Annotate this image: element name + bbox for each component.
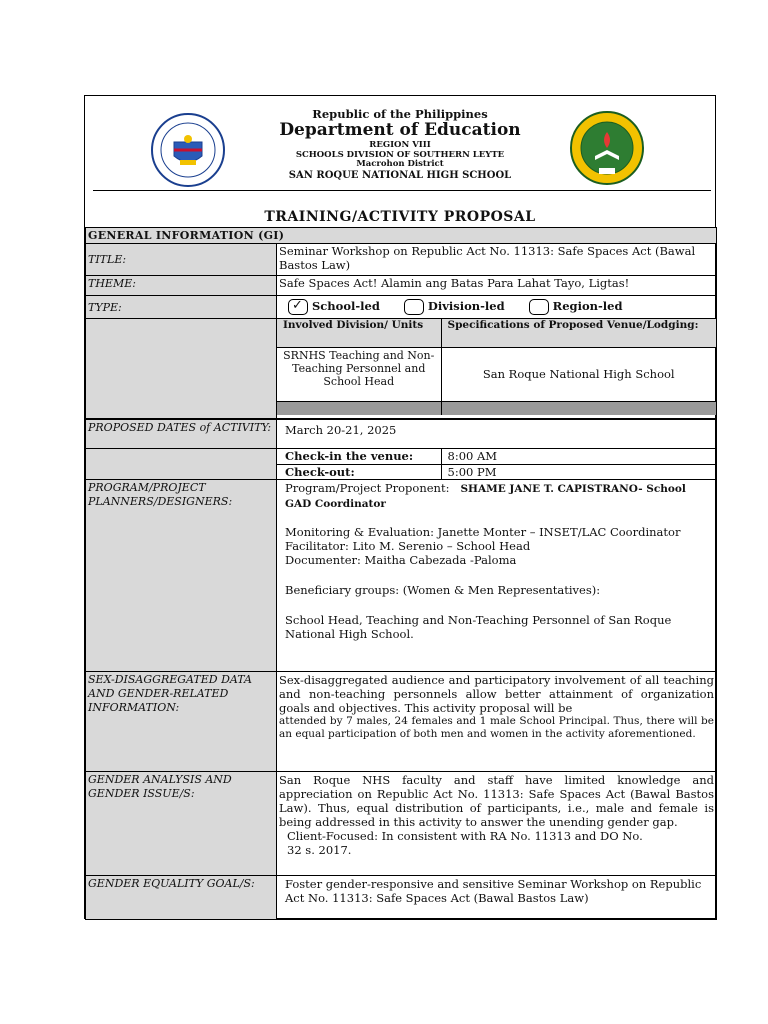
school-led-label: School-led bbox=[312, 299, 380, 314]
school-line: SAN ROQUE NATIONAL HIGH SCHOOL bbox=[288, 170, 512, 182]
sex-disaggregated-label: SEX-DISAGGREGATED DATA AND GENDER-RELATED INFORMATION: bbox=[86, 672, 277, 772]
check-times-subtable bbox=[277, 449, 716, 479]
sex-disaggregated-value bbox=[277, 672, 717, 772]
sex-disaggregated-text-a: Sex-disaggregated audience and participatory involvement of all teaching and non-teaching personnels allow better attainment of organization goals and objectives. This activity proposal will be bbox=[279, 673, 714, 716]
sex-disaggregated-text-b: attended by 7 males, 24 females and 1 male School Principal. Thus, there will be an equal participation of both men and women in the activity aforementioned. bbox=[279, 715, 714, 740]
department-line: Department of Education bbox=[279, 120, 521, 141]
theme-label: THEME: bbox=[86, 276, 277, 296]
client-focused-line: Client-Focused: In consistent with RA No. 11313 and DO No. 32 s. 2017. bbox=[287, 829, 643, 858]
facilitator-line: Facilitator: Lito M. Serenio – School Head bbox=[285, 538, 531, 553]
division-led-checkbox[interactable] bbox=[404, 299, 424, 315]
checkmark-icon: ✓ bbox=[292, 298, 303, 313]
involved-label-cell bbox=[86, 319, 277, 419]
type-options bbox=[277, 296, 717, 319]
proposal-page bbox=[84, 95, 716, 919]
involved-header: Involved Division/ Units bbox=[277, 319, 441, 347]
blank-shaded-cell bbox=[441, 401, 716, 415]
division-led-label: Division-led bbox=[427, 299, 505, 314]
title-value: Seminar Workshop on Republic Act No. 11313: Safe Spaces Act (Bawal Bastos Law) bbox=[277, 244, 717, 276]
check-times-cell bbox=[277, 449, 717, 480]
proponent-prefix: Program/Project Proponent: bbox=[285, 481, 450, 495]
venue-header: Specifications of Proposed Venue/Lodging: bbox=[441, 319, 716, 347]
division-line: SCHOOLS DIVISION OF SOUTHERN LEYTE bbox=[295, 149, 505, 160]
involved-value: SRNHS Teaching and Non-Teaching Personnel and School Head bbox=[277, 347, 441, 401]
venue-value: San Roque National High School bbox=[441, 347, 716, 401]
region-led-label: Region-led bbox=[552, 299, 623, 314]
document-title: TRAINING/ACTIVITY PROPOSAL bbox=[264, 209, 536, 225]
documenter-line: Documenter: Maitha Cabezada -Paloma bbox=[285, 552, 517, 567]
header-divider bbox=[93, 190, 711, 191]
republic-line: Republic of the Philippines bbox=[312, 107, 488, 121]
dates-value: March 20-21, 2025 bbox=[277, 419, 717, 449]
planners-label: PROGRAM/PROJECT PLANNERS/DESIGNERS: bbox=[86, 480, 277, 672]
general-info-heading: GENERAL INFORMATION (GI) bbox=[86, 228, 717, 244]
checkin-label-cell bbox=[86, 449, 277, 480]
planners-value bbox=[277, 480, 717, 672]
gender-goal-label: GENDER EQUALITY GOAL/S: bbox=[86, 876, 277, 920]
checkin-value: 8:00 AM bbox=[441, 449, 716, 464]
region-line: REGION VIII bbox=[369, 139, 431, 150]
gender-analysis-text: San Roque NHS faculty and staff have limited knowledge and appreciation on Republic Act No. 11313: Safe Spaces Act (Bawal Bastos Law). Thus, equal distribution of participants, i.e., male and female is being addressed in this activity to answer the unending gender gap. bbox=[279, 773, 714, 830]
region-led-checkbox[interactable] bbox=[529, 299, 549, 315]
beneficiary-detail: School Head, Teaching and Non-Teaching Personnel of San Roque National High School. bbox=[285, 612, 672, 641]
district-line: Macrohon District bbox=[356, 159, 444, 170]
monitoring-line: Monitoring & Evaluation: Janette Monter – INSET/LAC Coordinator bbox=[285, 524, 681, 539]
gender-analysis-value bbox=[277, 772, 717, 876]
blank-shaded-cell bbox=[277, 401, 441, 415]
checkout-value: 5:00 PM bbox=[441, 464, 716, 479]
checkout-label: Check-out: bbox=[277, 464, 441, 479]
proposal-table bbox=[85, 227, 717, 920]
proponent-name: SHAME JANE T. CAPISTRANO- School GAD Coordinator bbox=[285, 483, 686, 510]
title-label: TITLE: bbox=[86, 244, 277, 276]
theme-value: Safe Spaces Act! Alamin ang Batas Para Lahat Tayo, Ligtas! bbox=[277, 276, 717, 296]
school-led-checkbox[interactable] bbox=[288, 299, 308, 315]
dates-label: PROPOSED DATES of ACTIVITY: bbox=[86, 419, 277, 449]
gender-goal-value: Foster gender-responsive and sensitive Seminar Workshop on Republic Act No. 11313: Safe Spaces Act (Bawal Bastos Law) bbox=[277, 876, 717, 920]
beneficiary-line: Beneficiary groups: (Women & Men Representatives): bbox=[285, 582, 601, 597]
involved-subtable bbox=[277, 319, 716, 415]
checkin-label: Check-in the venue: bbox=[277, 449, 441, 464]
letterhead bbox=[85, 96, 715, 196]
gender-analysis-label: GENDER ANALYSIS AND GENDER ISSUE/S: bbox=[86, 772, 277, 876]
involved-cell bbox=[277, 319, 717, 419]
type-label: TYPE: bbox=[86, 296, 277, 319]
